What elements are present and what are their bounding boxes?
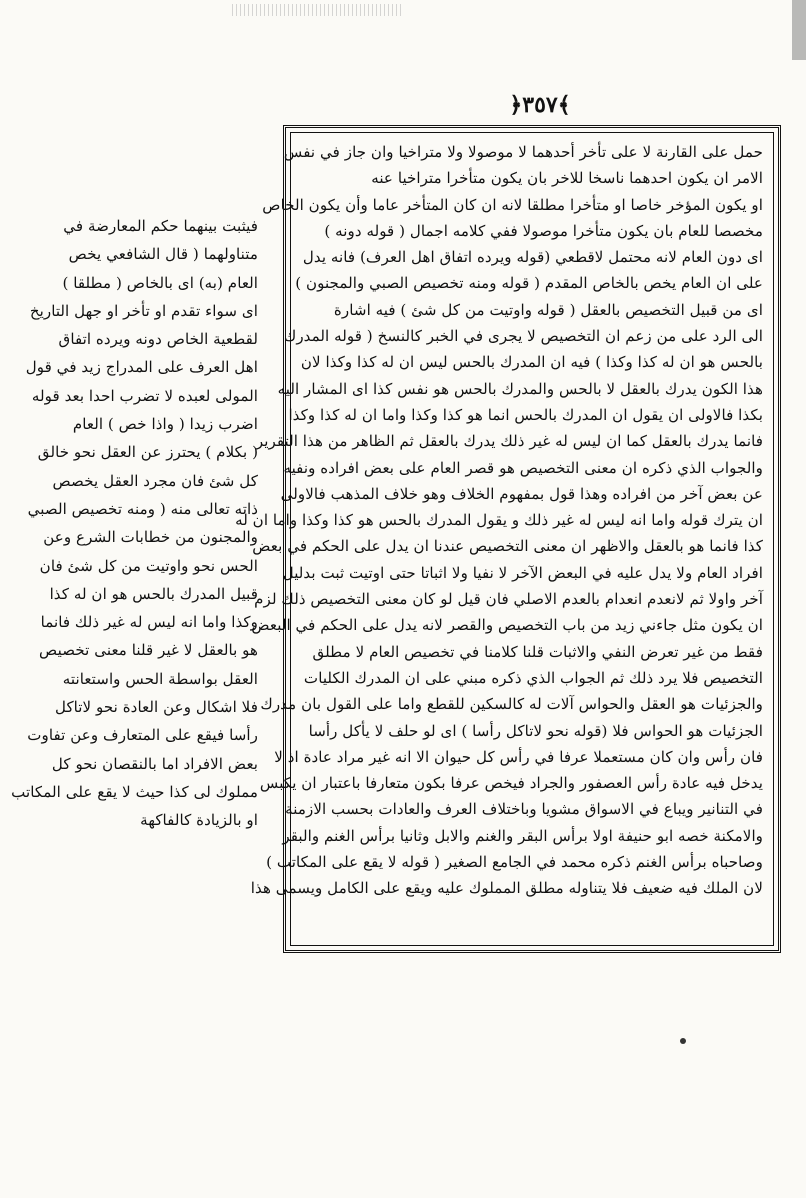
margin-text-line: فيثبت بينهما حكم المعارضة في [63,217,258,235]
ink-speck [680,1038,686,1044]
main-text-line: مخصصا للعام بان يكون متأخرا موصولا ففي كلامه اجمال ( قوله دونه ) [324,221,763,240]
main-text-line: او يكون المؤخر خاصا او متأخرا مطلقا لانه ان كان المتأخر عاما وأن يكون الخاص [262,195,763,214]
margin-text-line: ( بكلام ) يحترز عن العقل نحو خالق [37,443,258,462]
main-text-line: بكذا فالاولى ان يقول ان المدرك بالحس انما هو كذا وكذا واما ان له كذا وكذا [288,405,763,424]
main-text-line: ان يكون مثل جاءني زيد من باب التخصيص والقصر لانه يدل على الحكم في البعض [251,616,763,635]
main-text-line: افراد العام ولا يدل عليه في البعض الآخر لا نفيا ولا اثباتا حتى اوتيت ثبت بدليل [282,563,763,582]
margin-text-line: الحس نحو واوتيت من كل شئ فان [39,556,258,575]
top-edge-smudge [232,4,402,16]
margin-text-line: وكذا واما انه ليس له غير ذلك فانما [40,613,258,632]
margin-text-line: قبيل المدرك بالحس هو ان له كذا [49,584,258,603]
main-text-line: حمل على القارنة لا على تأخر أحدهما لا موصولا ولا متراخيا وان جاز في نفس [283,143,763,161]
main-text-line: الامر ان يكون احدهما ناسخا للاخر بان يكون متأخرا متراخيا عنه [371,169,763,188]
margin-text-line: العقل بواسطة الحس واستعانته [62,669,258,688]
main-text-inner-border [235,132,774,946]
page-number: ﴿٣٥٧﴾ [509,92,571,118]
margin-text-line: والمجنون من خطابات الشرع وعن [43,528,258,547]
main-text-line: وصاحباه برأس الغنم ذكره محمد في الجامع الصغير ( قوله لا يقع على المكاتب ) [266,853,763,872]
main-text-frame [235,125,781,953]
main-text-line: فقط من غير تعرض النفي والاثبات قلنا كلامنا في تخصيص العام لا مطلق [312,642,763,661]
main-text-line: الجزئيات هو الحواس فلا (قوله نحو لاتاكل رأسا ) اى لو حلف لا يأكل رأسا [308,721,763,740]
main-text-line: في التنانير ويباع في الاسواق مشويا وباختلاف العرف والعادات بحسب الازمنة [285,800,763,819]
main-text-line: يدخل فيه عادة رأس العصفور والجراد فيخص عرفا بكون متعارفا باعتبار ان يكبس [259,774,763,793]
main-text-line: والجزئيات هو العقل والحواس آلات له كالسكين للقطع واما على القول بان مدرك [260,695,763,714]
margin-text-line: او بالزيادة كالفاكهة [140,811,258,830]
margin-commentary [11,212,258,835]
main-text-line: فان رأس وان كان مستعملا عرفا في رأس كل حيوان الا انه غير مراد عادة اذ لا [274,747,763,766]
margin-text-line: ذاته تعالى منه ( ومنه تخصيص الصبي [27,499,258,518]
margin-text-line: اضرب زيدا ( واذا خص ) العام [72,415,258,434]
right-edge-mark [792,0,806,60]
main-text-line: التخصيص فلا يرد ذلك ثم الجواب الذي ذكره مبني على ان المدرك الكليات [303,668,763,687]
margin-text-line: متناولهما ( قال الشافعي يخص [68,245,258,264]
margin-text-line: مملوك لى كذا حيث لا يقع على المكاتب [11,782,258,801]
main-text-line: عن بعض آخر من افراده وهذا قول بمفهوم الخلاف وهو خلاف المذهب فالاولى [280,484,763,503]
main-text-line: والجواب الذي ذكره ان معنى التخصيص هو قصر العام على بعض افراده ونفيه [283,458,763,477]
main-text-line: والامكنة خصه ابو حنيفة اولا برأس البقر والغنم والابل وثانيا برأس الغنم والبقر [282,826,763,845]
main-text-block [235,133,773,902]
main-text-line: الى الرد على من زعم ان التخصيص لا يجرى في الخبر كالنسخ ( قوله المدرك [283,327,763,346]
margin-text-line: فلا اشكال وعن العادة نحو لاتاكل [54,698,258,717]
margin-text-line: كل شئ فان مجرد العقل يخصص [52,471,258,490]
margin-text-line: اهل العرف على المدراج زيد في قول [25,358,258,377]
margin-text-line: اى سواء تقدم او تأخر او جهل التاريخ [29,301,258,320]
main-text-line: اى دون العام لانه محتمل لاقطعي (قوله ويرده اتفاق اهل العرف) فانه يدل [302,248,763,267]
margin-text-line: العام (به) اى بالخاص ( مطلقا ) [62,273,258,292]
main-text-line: آخر واولا ثم لانعدم انعدام بالعدم الاصلي فان قيل لو كان معنى التخصيص ذلك لزم [254,590,763,609]
main-text-line: ان يترك قوله واما انه ليس له غير ذلك و يقول المدرك بالحس هو كذا وكذا واما ان له [235,511,763,530]
main-text-line: فانما يدرك بالعقل كما ان ليس له غير ذلك يدرك بالعقل ثم الظاهر من هذا التقرير [255,432,763,451]
margin-text-line: المولى لعبده لا تضرب احدا بعد قوله [31,386,258,405]
margin-text-line: لقطعية الخاص دونه ويرده اتفاق [58,330,258,349]
main-text-line: اى من قبيل التخصيص بالعقل ( قوله واوتيت من كل شئ ) فيه اشارة [333,300,763,319]
main-text-line: بالحس هو ان له كذا وكذا ) فيه ان المدرك بالحس ليس ان له كذا وكذا لان [300,353,763,372]
main-text-line: كذا فانما هو بالعقل والاظهر ان معنى التخصيص عندنا ان يدل على الحكم في بعض [252,537,763,556]
margin-text-line: رأسا فيقع على المتعارف وعن تفاوت [27,726,258,745]
margin-text-line: بعض الافراد اما بالنقصان نحو كل [51,754,258,773]
main-text-line: هذا الكون يدرك بالعقل لا بالحس والمدرك بالحس هو نفس كذا اى المشار اليه [277,379,763,398]
main-text-line: على ان العام يخص بالخاص المقدم ( قوله ومنه تخصيص الصبي والمجنون ) [295,274,763,293]
margin-text-line: هو بالعقل لا غير قلنا معنى تخصيص [39,641,258,660]
main-text-line: لان الملك فيه ضعيف فلا يتناوله مطلق المملوك عليه ويقع على الكامل ويسمى هذا [250,879,763,898]
